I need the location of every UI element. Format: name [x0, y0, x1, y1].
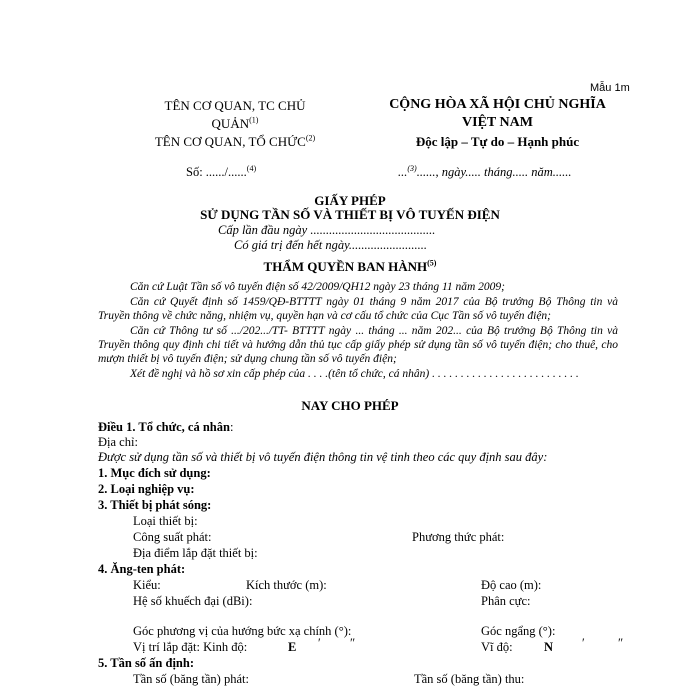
usage-intro: Được sử dụng tần số và thiết bị vô tuyến điện thông tin vệ tinh theo các quy định sau đây:: [98, 450, 548, 464]
national-motto: Độc lập – Tự do – Hạnh phúc: [415, 134, 580, 149]
preamble-request: Xét đề nghị và hồ sơ xin cấp phép của . . . .(tên tổ chức, cá nhân) . . . . . . . . . . . . . . . . . . . . . . . . . .: [130, 368, 579, 380]
latitude-sec: ″: [618, 636, 624, 650]
issuing-authority: THẨM QUYỀN BAN HÀNH$^{(5)}$: [263, 258, 437, 274]
gain-label: Hệ số khuếch đại (dBi):: [133, 594, 253, 608]
antenna-size-label: Kích thước (m):: [246, 578, 327, 592]
longitude-min: ′: [318, 636, 321, 650]
preamble-law: Căn cứ Luật Tần số vô tuyến điện số 42/2009/QH12 ngày 23 tháng 11 năm 2009;: [130, 281, 505, 293]
agency-parent-line1: TÊN CƠ QUAN, TC CHỦ: [164, 98, 306, 113]
freq-rx-label: Tần số (băng tần) thu:: [414, 672, 525, 686]
section-transmitter: 3. Thiết bị phát sóng:: [98, 498, 212, 512]
document-number: Số: ....../......$^{(4)}$: [186, 163, 257, 179]
polarization-label: Phân cực:: [481, 594, 531, 608]
elevation-label: Góc ngẩng (°):: [481, 624, 556, 638]
device-type-label: Loại thiết bị:: [133, 514, 198, 528]
section-frequency: 5. Tần số ấn định:: [98, 656, 194, 670]
section-purpose: 1. Mục đích sử dụng:: [98, 466, 211, 480]
latitude-min: ′: [582, 636, 585, 650]
longitude-dir: E: [288, 640, 297, 654]
permit-heading: NAY CHO PHÉP: [301, 398, 399, 413]
preamble-circular: Căn cứ Thông tư số .../202.../TT- BTTTT ngày ... tháng ... năm 202... của Bộ trưởng Bộ Thông tin và Truyền thông quy định chi tiết và hướng dẫn thủ tục cấp giấy phép sử dụng tần số vô tuyến điện; cho thuê, cho mượn thiết bị vô tuyến điện; sử dụng chung tần số vô tuyến điện;: [98, 325, 618, 365]
longitude-sec: ″: [350, 636, 356, 650]
power-label: Công suất phát:: [133, 530, 212, 544]
title-line2: SỬ DỤNG TẦN SỐ VÀ THIẾT BỊ VÔ TUYẾN ĐIỆN: [200, 207, 500, 222]
agency-parent-line2: QUẢN$^{(1)}$: [211, 115, 259, 131]
tx-method-label: Phương thức phát:: [412, 530, 505, 544]
issue-date: Cấp lần đầu ngày ........................................: [218, 223, 436, 237]
title-line1: GIẤY PHÉP: [314, 193, 386, 208]
address-label: Địa chỉ:: [98, 435, 138, 449]
section-antenna: 4. Ăng-ten phát:: [98, 562, 186, 576]
national-title-line1: CỘNG HÒA XÃ HỘI CHỦ NGHĨA: [389, 97, 606, 112]
freq-tx-label: Tần số (băng tần) phát:: [133, 672, 249, 686]
azimuth-label: Góc phương vị của hướng bức xạ chính (°):: [133, 624, 352, 638]
document-date: ...$^{(3)}$......, ngày..... tháng..... năm......: [398, 163, 572, 179]
national-title-line2: VIỆT NAM: [462, 115, 533, 130]
valid-until: Có giá trị đến hết ngày.........................: [234, 238, 428, 252]
agency-name: TÊN CƠ QUAN, TỔ CHỨC$^{(2)}$: [154, 133, 316, 149]
location-label: Địa điểm lắp đặt thiết bị:: [133, 546, 258, 560]
preamble-decision: Căn cứ Quyết định số 1459/QĐ-BTTTT ngày 01 tháng 9 năm 2017 của Bộ trưởng Bộ Thông tin và Truyền thông về chức năng, nhiệm vụ, quyền hạn và cơ cấu tổ chức của Cục Tần số vô tuyến điện;: [98, 296, 618, 322]
article1-heading: Điều 1. Tổ chức, cá nhân:: [98, 420, 234, 434]
latitude-dir: N: [544, 640, 554, 654]
form-code: Mẫu 1m: [590, 82, 630, 94]
antenna-height-label: Độ cao (m):: [481, 578, 542, 592]
section-service-type: 2. Loại nghiệp vụ:: [98, 482, 195, 496]
latitude-label: Vĩ độ:: [481, 640, 513, 654]
longitude-label: Vị trí lắp đặt: Kinh độ:: [133, 640, 248, 654]
antenna-type-label: Kiểu:: [133, 578, 161, 592]
